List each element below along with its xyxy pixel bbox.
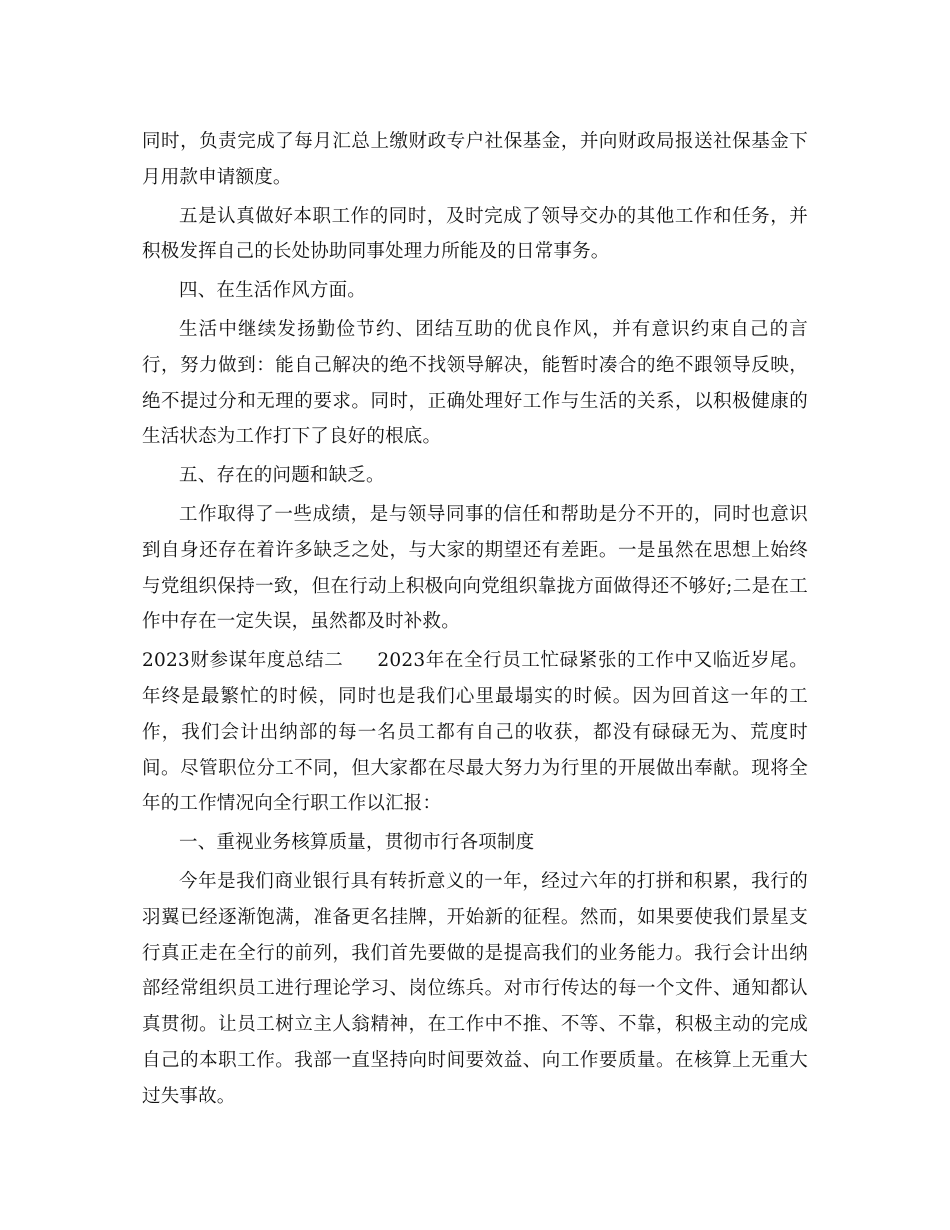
paragraph: 五是认真做好本职工作的同时，及时完成了领导交办的其他工作和任务，并积极发挥自己的长处协助同事处理力所能及的日常事务。 — [142, 205, 808, 263]
section-intro-paragraph — [142, 643, 808, 822]
paragraph: 今年是我们商业银行具有转折意义的一年，经过六年的打拼和积累，我行的羽翼已经逐渐饱满，准备更名挂牌，开始新的征程。然而，如果要使我们景星支行真正走在全行的前列，我们首先要做的是提高我们的业务能力。我行会计出纳部经常组织员工进行理论学习、岗位练兵。对市行传达的每一个文件、通知都认真贯彻。让员工树立主人翁精神，在工作中不推、不等、不靠，积极主动的完成自己的本职工作。我部一直坚持向时间要效益、向工作要质量。在核算上无重大过失事故。 — [142, 870, 808, 1107]
document-body — [142, 124, 808, 1118]
section-heading: 五、存在的问题和缺乏。 — [179, 465, 385, 487]
paragraph: 生活中继续发扬勤俭节约、团结互助的优良作风，并有意识约束自己的言行，努力做到：能自己解决的绝不找领导解决，能暂时凑合的绝不跟领导反映，绝不提过分和无理的要求。同时，正确处理好工作与生活的关系，以积极健康的生活状态为工作打下了良好的根底。 — [142, 318, 808, 448]
section-title: 2023财参谋年度总结二 — [142, 650, 344, 672]
paragraph: 工作取得了一些成绩，是与领导同事的信任和帮助是分不开的，同时也意识到自身还存在着许多缺乏之处，与大家的期望还有差距。一是虽然在思想上始终与党组织保持一致，但在行动上积极向向党组织靠拢方面做得还不够好;二是在工作中存在一定失误，虽然都及时补救。 — [142, 503, 808, 633]
section-heading: 一、重视业务核算质量，贯彻市行各项制度 — [179, 832, 535, 854]
paragraph: 同时，负责完成了每月汇总上缴财政专户社保基金，并向财政局报送社保基金下月用款申请额度。 — [142, 131, 808, 188]
section-heading: 四、在生活作风方面。 — [179, 280, 367, 302]
section-intro-text: 2023年在全行员工忙碌紧张的工作中又临近岁尾。年终是最繁忙的时候，同时也是我们心里最塌实的时候。因为回首这一年的工作，我们会计出纳部的每一名员工都有自己的收获，都没有碌碌无为、荒度时间。尽管职位分工不同，但大家都在尽最大努力为行里的开展做出奉献。现将全年的工作情况向全行职工作以汇报： — [142, 650, 808, 815]
